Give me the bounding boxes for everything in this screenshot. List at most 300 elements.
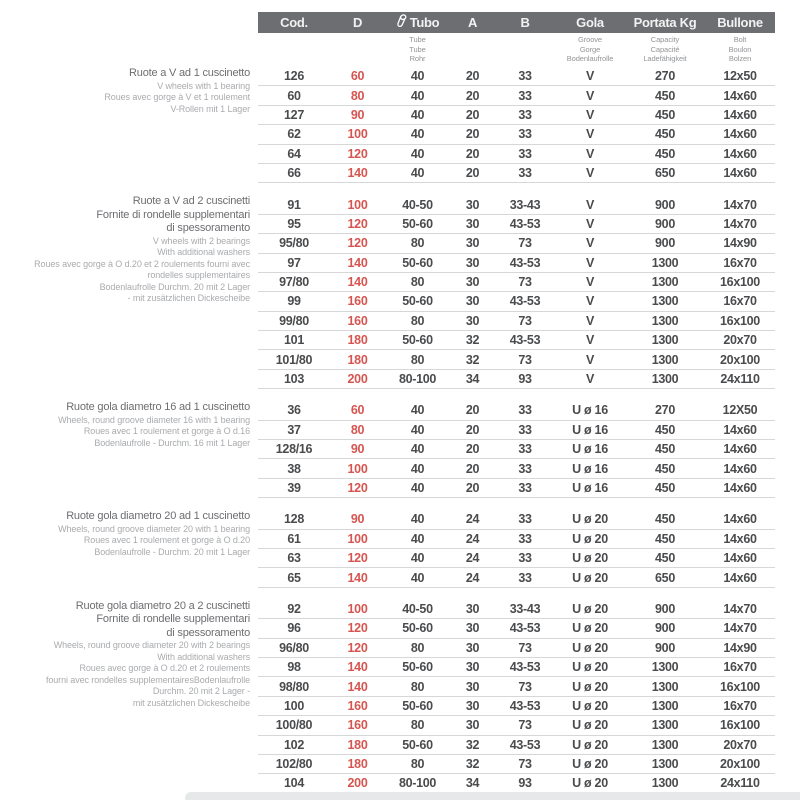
table-cell: 14x60 xyxy=(723,570,757,585)
table-row xyxy=(258,736,775,755)
table-cell: 30 xyxy=(465,236,480,251)
product-section xyxy=(0,600,800,794)
table-cell: 101 xyxy=(284,333,304,348)
table-row xyxy=(258,639,775,658)
table-cell: 650 xyxy=(655,570,675,585)
table-cell: 100 xyxy=(347,197,368,212)
column-header-a xyxy=(450,15,495,30)
table-cell: 100 xyxy=(347,461,368,476)
table-cell: 450 xyxy=(655,127,675,142)
table-cell: 14x60 xyxy=(723,146,757,161)
section-description-line: Roues avec 1 roulement et gorge à O d.20 xyxy=(83,535,250,546)
table-cell: 16x100 xyxy=(720,275,760,290)
table-cell: 30 xyxy=(465,216,480,231)
table-cell: 40 xyxy=(410,69,425,84)
table-cell: 200 xyxy=(347,372,368,387)
table-cell: 120 xyxy=(347,216,368,231)
section-title-line: Ruote a V ad 1 cuscinetto xyxy=(129,67,250,79)
table-cell: 63 xyxy=(287,551,301,566)
table-cell: 38 xyxy=(287,461,301,476)
section-title-line: Fornite di rondelle supplementari xyxy=(96,208,250,221)
table-cell: 16x70 xyxy=(723,660,757,675)
table-cell: 1300 xyxy=(651,294,679,309)
table-cell: 140 xyxy=(347,275,368,290)
table-cell: 24x110 xyxy=(720,776,760,791)
table-cell: 20 xyxy=(465,88,480,103)
table-cell: U ø 20 xyxy=(572,551,608,566)
table-row xyxy=(258,145,775,164)
table-cell: 50-60 xyxy=(402,255,433,270)
table-cell: 73 xyxy=(518,313,532,328)
table-cell: V xyxy=(585,275,595,290)
table-cell: 40 xyxy=(410,422,425,437)
table-cell: 20x70 xyxy=(723,737,757,752)
table-cell: 30 xyxy=(465,294,480,309)
column-subheader xyxy=(705,33,775,64)
table-cell: 65 xyxy=(287,570,301,585)
table-cell: 30 xyxy=(465,640,480,655)
table-cell: 43-53 xyxy=(509,621,541,636)
table-row xyxy=(258,164,775,183)
table-cell: 40 xyxy=(410,107,425,122)
section-description-line: - mit zusätzlichen Dickescheibe xyxy=(127,293,250,304)
table-row xyxy=(258,421,775,440)
table-cell: 160 xyxy=(347,294,368,309)
column-subheader-line: Capacity xyxy=(650,35,680,44)
table-cell: V xyxy=(585,107,595,122)
column-header-label: Tubo xyxy=(409,15,440,30)
table-cell: 128 xyxy=(284,512,304,527)
column-header-label: Gola xyxy=(576,15,604,30)
table-row xyxy=(258,370,775,389)
table-cell: 103 xyxy=(284,372,304,387)
table-cell: 140 xyxy=(347,679,368,694)
table-cell: U ø 16 xyxy=(572,403,608,418)
table-cell: 900 xyxy=(655,640,675,655)
table-cell: 90 xyxy=(350,442,365,457)
column-subheader-line: Gorge xyxy=(579,44,601,54)
table-cell: 40 xyxy=(410,88,425,103)
table-cell: 14x60 xyxy=(723,461,757,476)
table-cell: 61 xyxy=(287,531,301,546)
table-cell: U ø 16 xyxy=(572,422,608,437)
table-cell: 97/80 xyxy=(279,275,309,290)
table-subheader xyxy=(258,33,775,64)
section-description-line: Bodenlaufrolle Durchm. 20 mit 2 Lager xyxy=(99,281,250,292)
table-row xyxy=(258,479,775,498)
table-cell: 60 xyxy=(350,69,365,84)
column-subheader-line: Tube xyxy=(409,35,426,44)
table-cell: 24 xyxy=(465,570,480,585)
table-cell: 180 xyxy=(347,757,368,772)
table-cell: 12X50 xyxy=(722,403,758,418)
column-subheader xyxy=(385,33,450,64)
table-row xyxy=(258,215,775,234)
table-cell: 100 xyxy=(347,531,368,546)
table-cell: 80 xyxy=(350,422,365,437)
table-row xyxy=(258,510,775,529)
section-rows xyxy=(258,600,775,794)
column-header-label: Cod. xyxy=(280,15,308,30)
section-description-line: rondelles supplementaires xyxy=(147,270,250,281)
table-cell: 14x60 xyxy=(723,166,757,181)
column-header-b xyxy=(495,15,555,30)
table-cell: 40 xyxy=(410,512,425,527)
table-cell: 50-60 xyxy=(402,216,433,231)
table-cell: 50-60 xyxy=(402,698,433,713)
table-cell: 80-100 xyxy=(398,776,437,791)
table-cell: V xyxy=(585,333,595,348)
section-description-line: Roues avec gorge à V et 1 roulement xyxy=(104,92,250,102)
table-cell: 24 xyxy=(465,512,480,527)
table-cell: 1300 xyxy=(651,660,679,675)
table-cell: 128/16 xyxy=(275,442,313,457)
table-cell: 73 xyxy=(518,640,532,655)
table-cell: 20x70 xyxy=(723,333,757,348)
section-description-line: Durchm. 20 mit 2 Lager - xyxy=(152,686,250,697)
table-cell: 450 xyxy=(655,146,675,161)
table-cell: 20 xyxy=(465,107,480,122)
table-cell: 60 xyxy=(350,403,365,418)
section-rows xyxy=(258,67,775,183)
table-cell: 12x50 xyxy=(723,69,757,84)
section-description-line: Bodenlaufrolle - Durchm. 20 mit 1 Lager xyxy=(94,546,250,557)
table-cell: 180 xyxy=(347,333,368,348)
section-description-line: Roues avec gorge à O d.20 et 2 roulements xyxy=(79,663,250,674)
column-subheader xyxy=(555,33,625,64)
section-labels xyxy=(0,67,258,183)
table-cell: 33 xyxy=(518,88,532,103)
table-cell: 16x70 xyxy=(723,294,757,309)
table-cell: 120 xyxy=(347,551,368,566)
table-cell: 16x100 xyxy=(720,679,760,694)
table-cell: 91 xyxy=(287,197,301,212)
table-cell: 14x70 xyxy=(723,216,757,231)
table-cell: 33 xyxy=(518,512,532,527)
table-cell: 73 xyxy=(518,679,532,694)
table-cell: 270 xyxy=(655,403,675,418)
table-cell: 33 xyxy=(518,422,532,437)
column-header-bullone xyxy=(705,15,775,30)
table-cell: 98 xyxy=(287,660,301,675)
table-cell: 33 xyxy=(518,403,532,418)
table-cell: 80-100 xyxy=(398,372,437,387)
table-cell: 33 xyxy=(518,442,532,457)
column-header-label: Bullone xyxy=(717,15,763,30)
table-cell: 30 xyxy=(465,255,480,270)
table-cell: 14x70 xyxy=(723,197,757,212)
section-description-line: Wheels, round groove diameter 20 with 2 bearings xyxy=(53,640,250,651)
table-cell: 16x70 xyxy=(723,255,757,270)
table-cell: 50-60 xyxy=(402,333,433,348)
table-row xyxy=(258,195,775,214)
page-edge-strip xyxy=(185,792,800,800)
table-cell: 43-53 xyxy=(509,737,541,752)
table-cell: 80 xyxy=(350,88,365,103)
column-subheader-line: Boulon xyxy=(728,44,752,54)
table-cell: 1300 xyxy=(651,275,679,290)
section-description-line: With additional washers xyxy=(157,247,250,258)
table-cell: 95/80 xyxy=(279,236,309,251)
table-row xyxy=(258,106,775,125)
table-cell: V xyxy=(585,372,595,387)
table-cell: 450 xyxy=(655,531,675,546)
table-row xyxy=(258,530,775,549)
table-cell: 99 xyxy=(287,294,301,309)
table-row xyxy=(258,292,775,311)
column-header-label: Portata Kg xyxy=(633,15,697,30)
table-cell: 20x100 xyxy=(720,352,760,367)
table-cell: 43-53 xyxy=(509,255,541,270)
tube-icon xyxy=(396,14,407,31)
table-cell: 100 xyxy=(347,601,368,616)
table-cell: 32 xyxy=(465,737,480,752)
section-rows xyxy=(258,401,775,498)
section-title-line: Ruote a V ad 2 cuscinetti xyxy=(132,195,250,208)
table-cell: 40 xyxy=(410,146,425,161)
table-cell: 450 xyxy=(655,107,675,122)
table-cell: 33 xyxy=(518,570,532,585)
table-cell: 32 xyxy=(465,757,480,772)
table-row xyxy=(258,234,775,253)
section-labels xyxy=(0,510,258,588)
table-cell: 33 xyxy=(518,481,532,495)
table-cell: 43-53 xyxy=(509,333,541,348)
table-row xyxy=(258,568,775,587)
column-subheader-line: Tube xyxy=(409,44,426,54)
table-cell: 160 xyxy=(347,718,368,733)
table-cell: 80 xyxy=(410,640,425,655)
table-cell: 30 xyxy=(465,698,480,713)
column-subheader xyxy=(625,33,705,64)
table-cell: 93 xyxy=(518,776,532,791)
section-description-line: Wheels, round groove diameter 16 with 1 bearing xyxy=(58,414,250,425)
column-header-cod- xyxy=(258,15,330,30)
table-cell: 900 xyxy=(655,236,675,251)
table-cell: 16x100 xyxy=(720,313,760,328)
table-cell: 40 xyxy=(410,461,425,476)
table-cell: 30 xyxy=(465,679,480,694)
table-cell: 1300 xyxy=(651,313,679,328)
table-cell: U ø 20 xyxy=(572,757,608,772)
column-subheader-line: Rohr xyxy=(409,54,426,63)
column-subheader-line: Ladefähigkeit xyxy=(643,54,687,63)
column-subheader-line: Groove xyxy=(578,35,602,44)
table-cell: 120 xyxy=(347,481,368,495)
table-cell: 14x60 xyxy=(723,481,757,495)
column-subheader xyxy=(330,33,385,64)
table-cell: 14x90 xyxy=(723,640,757,655)
table-row xyxy=(258,273,775,292)
table-cell: U ø 20 xyxy=(572,531,608,546)
table-cell: 1300 xyxy=(651,737,679,752)
table-cell: 14x60 xyxy=(723,531,757,546)
column-header-portata-kg xyxy=(625,15,705,30)
table-cell: 20 xyxy=(465,403,480,418)
table-cell: 140 xyxy=(347,166,368,181)
column-subheader-line: Capacité xyxy=(650,44,680,54)
table-cell: 140 xyxy=(347,660,368,675)
table-cell: 30 xyxy=(465,718,480,733)
table-cell: U ø 16 xyxy=(572,461,608,476)
table-cell: 126 xyxy=(284,69,304,84)
table-cell: V xyxy=(585,352,595,367)
table-cell: 43-53 xyxy=(509,216,541,231)
table-cell: 73 xyxy=(518,718,532,733)
table-cell: 900 xyxy=(655,197,675,212)
table-cell: U ø 20 xyxy=(572,601,608,616)
table-row xyxy=(258,697,775,716)
table-cell: U ø 20 xyxy=(572,679,608,694)
table-cell: 20 xyxy=(465,481,480,495)
section-title-line: Ruote gola diametro 20 a 2 cuscinetti xyxy=(75,599,250,612)
section-description-line: Bodenlaufrolle - Durchm. 16 mit 1 Lager xyxy=(94,437,250,448)
table-cell: 30 xyxy=(465,621,480,636)
table-cell: 1300 xyxy=(651,698,679,713)
table-cell: 50-60 xyxy=(402,660,433,675)
table-cell: 20x100 xyxy=(720,757,760,772)
table-row xyxy=(258,774,775,793)
table-header-bar xyxy=(258,12,775,33)
section-title-line: Ruote gola diametro 16 ad 1 cuscinetto xyxy=(66,401,250,414)
table-cell: 1300 xyxy=(651,679,679,694)
table-cell: V xyxy=(585,313,595,328)
section-description-line: Wheels, round groove diameter 20 with 1 bearing xyxy=(58,523,250,534)
table-cell: 93 xyxy=(518,372,532,387)
table-cell: V xyxy=(585,197,595,212)
table-cell: 1300 xyxy=(651,333,679,348)
table-cell: 20 xyxy=(465,127,480,142)
table-cell: 14x60 xyxy=(723,107,757,122)
table-cell: 14x70 xyxy=(723,621,757,636)
table-cell: V xyxy=(585,146,595,161)
table-cell: 96/80 xyxy=(279,640,309,655)
table-cell: 20 xyxy=(465,422,480,437)
table-cell: 24 xyxy=(465,551,480,566)
table-cell: 160 xyxy=(347,698,368,713)
table-cell: 270 xyxy=(655,69,675,84)
table-cell: 60 xyxy=(287,88,301,103)
table-cell: 100 xyxy=(347,127,368,142)
table-cell: U ø 20 xyxy=(572,660,608,675)
table-cell: U ø 20 xyxy=(572,776,608,791)
table-cell: U ø 20 xyxy=(572,737,608,752)
table-sections xyxy=(0,67,800,794)
table-row xyxy=(258,677,775,696)
table-cell: 104 xyxy=(284,776,304,791)
table-cell: 40 xyxy=(410,403,425,418)
table-cell: 30 xyxy=(465,197,480,212)
table-cell: 80 xyxy=(410,757,425,772)
table-cell: 34 xyxy=(465,372,480,387)
table-cell: 80 xyxy=(410,313,425,328)
table-row xyxy=(258,755,775,774)
table-cell: 43-53 xyxy=(509,294,541,309)
table-cell: 32 xyxy=(465,352,480,367)
table-cell: 14x60 xyxy=(723,512,757,527)
section-labels xyxy=(0,401,258,498)
table-cell: 33 xyxy=(518,69,532,84)
table-cell: 900 xyxy=(655,621,675,636)
table-cell: 20 xyxy=(465,442,480,457)
table-cell: 30 xyxy=(465,601,480,616)
table-cell: U ø 16 xyxy=(572,481,608,495)
table-row xyxy=(258,549,775,568)
table-cell: 33-43 xyxy=(509,197,541,212)
table-cell: 101/80 xyxy=(275,352,313,367)
table-row xyxy=(258,350,775,369)
product-section xyxy=(0,401,800,498)
table-row xyxy=(258,600,775,619)
table-cell: U ø 20 xyxy=(572,570,608,585)
table-cell: 37 xyxy=(287,422,301,437)
table-cell: 73 xyxy=(518,352,532,367)
table-cell: V xyxy=(585,216,595,231)
table-cell: 450 xyxy=(655,481,675,495)
table-cell: 40 xyxy=(410,442,425,457)
table-cell: 900 xyxy=(655,216,675,231)
table-cell: 14x90 xyxy=(723,236,757,251)
table-cell: 33 xyxy=(518,166,532,181)
table-cell: 450 xyxy=(655,512,675,527)
table-cell: 16x70 xyxy=(723,698,757,713)
column-header-label: D xyxy=(352,15,363,30)
section-title-line: Fornite di rondelle supplementari xyxy=(96,613,250,626)
table-row xyxy=(258,716,775,735)
table-cell: 90 xyxy=(350,512,365,527)
table-cell: 120 xyxy=(347,236,368,251)
table-cell: 43-53 xyxy=(509,660,541,675)
column-subheader-line: Bodenlaufrolle xyxy=(566,54,614,63)
table-cell: 20 xyxy=(465,461,480,476)
product-section xyxy=(0,510,800,588)
section-description-line: Roues avec gorge à O d.20 et 2 roulements fourni avec xyxy=(34,258,250,269)
table-cell: 20 xyxy=(465,146,480,161)
section-labels xyxy=(0,600,258,794)
column-header-label: A xyxy=(467,15,478,30)
table-cell: 40-50 xyxy=(402,601,433,616)
section-labels xyxy=(0,195,258,389)
table-cell: 450 xyxy=(655,551,675,566)
table-cell: 40-50 xyxy=(402,197,433,212)
table-cell: 34 xyxy=(465,776,480,791)
table-cell: 120 xyxy=(347,621,368,636)
table-cell: 20 xyxy=(465,69,480,84)
section-title-line: di spessoramento xyxy=(166,222,250,235)
column-subheader xyxy=(450,33,495,64)
table-cell: 102 xyxy=(284,737,304,752)
table-cell: 14x60 xyxy=(723,551,757,566)
table-cell: V xyxy=(585,127,595,142)
column-header-label: B xyxy=(520,15,530,30)
table-cell: 180 xyxy=(347,737,368,752)
section-description-line: With additional washers xyxy=(157,651,250,662)
table-cell: 127 xyxy=(284,107,304,122)
table-cell: 14x60 xyxy=(723,442,757,457)
table-row xyxy=(258,459,775,478)
section-description-line: fourni avec rondelles supplementairesBodenlaufrolle xyxy=(45,674,250,685)
table-cell: 120 xyxy=(347,640,368,655)
table-row xyxy=(258,67,775,86)
table-cell: 1300 xyxy=(651,372,679,387)
table-cell: 80 xyxy=(410,679,425,694)
table-cell: 73 xyxy=(518,236,532,251)
column-subheader-line: Bolzen xyxy=(728,54,752,63)
table-cell: 200 xyxy=(347,776,368,791)
table-cell: 20 xyxy=(465,166,480,181)
column-header-gola xyxy=(555,15,625,30)
table-cell: 24 xyxy=(465,531,480,546)
